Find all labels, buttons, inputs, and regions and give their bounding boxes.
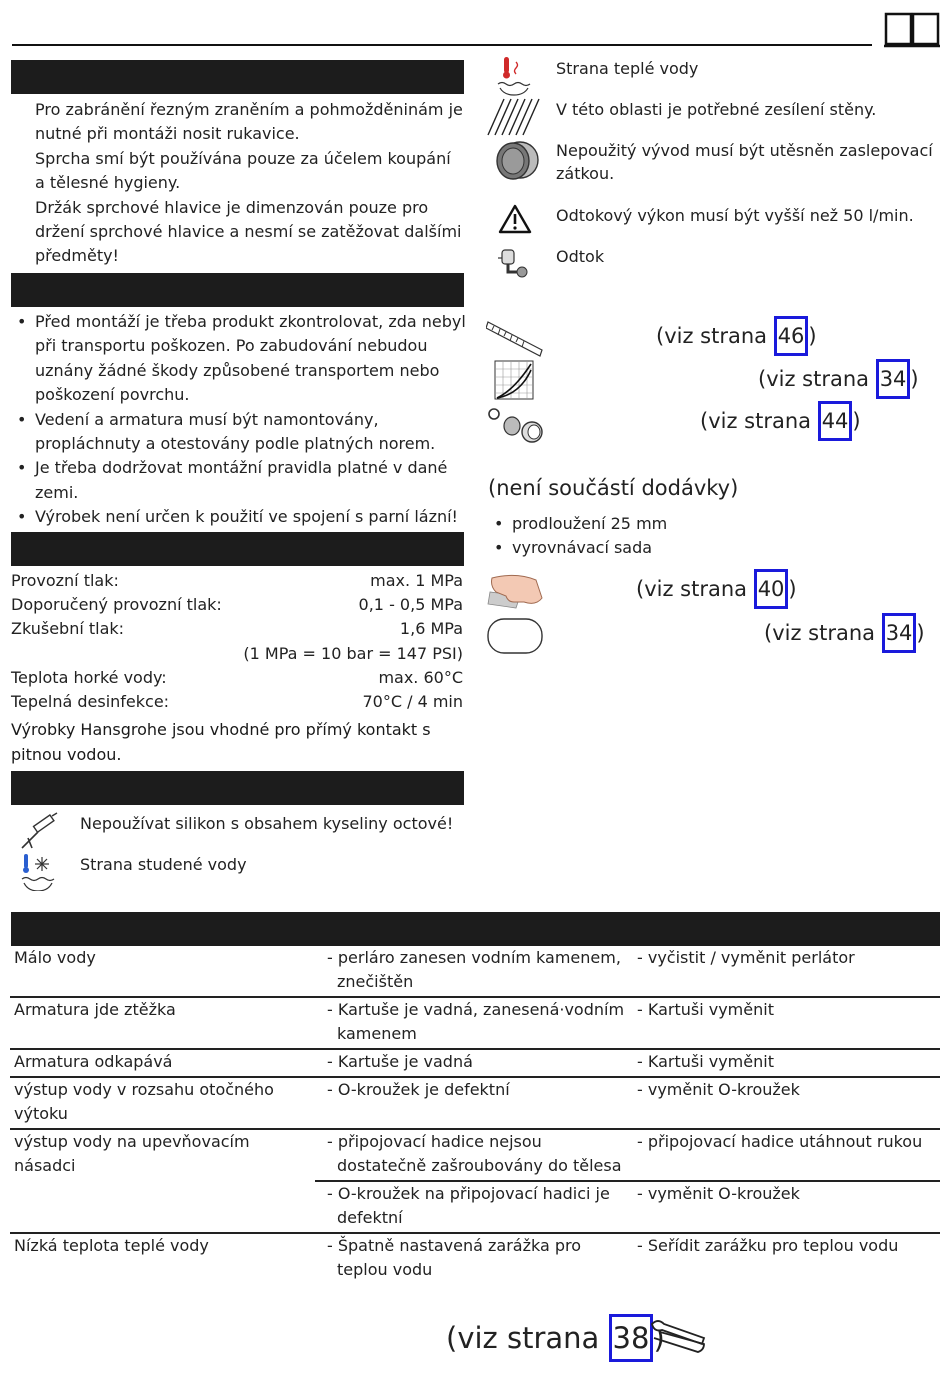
drinking-water-note: Výrobky Hansgrohe jsou vhodné pro přímý kontakt s pitnou vodou. — [11, 720, 431, 764]
list-item: • Vedení a armatura musí být namontovány, propláchnuty a otestovány podle platných norem. — [11, 408, 466, 457]
reference-maintenance: (viz strana 38 ) — [446, 1314, 665, 1362]
page-link[interactable]: 46 — [774, 316, 809, 356]
problem-cell: výstup vody na upevňovacím násadci — [10, 1129, 315, 1181]
spec-label: Zkušební tlak: — [11, 619, 125, 639]
warning-icon — [498, 204, 532, 234]
page-link[interactable]: 34 — [882, 613, 917, 653]
flow-diagram-icon — [494, 360, 534, 400]
reference-test-mark: (viz strana 34 ) — [764, 613, 925, 653]
problem-cell: Armatura jde ztěžka — [10, 997, 315, 1049]
cause-cell: - O-kroužek je defektní — [315, 1077, 625, 1129]
symbol-text: Nepoužitý vývod musí být utěsněn zaslepovací zátkou. — [556, 141, 933, 183]
safety-paragraph: Držák sprchové hlavice je dimenzován pouze pro držení sprchové hlavice a nesmí se zatěžovat dalšími předměty! — [35, 197, 462, 266]
test-mark-icon — [486, 617, 544, 655]
remedy-cell: - Kartuši vyměnit — [625, 1049, 940, 1077]
cause-cell: - O-kroužek na připojovací hadici je defektní — [315, 1181, 625, 1233]
table-row — [10, 1049, 940, 1077]
silicone-gun-icon — [18, 812, 58, 850]
cause-cell: - připojovací hadice nejsou dostatečně zašroubovány do tělesa — [315, 1129, 625, 1181]
table-row — [10, 1181, 940, 1233]
remedy-cell: - Kartuši vyměnit — [625, 997, 940, 1049]
reference-spare-parts: (viz strana 44 ) — [700, 401, 861, 441]
wall-reinforcement-icon — [486, 97, 542, 137]
accessories-list — [488, 512, 928, 561]
reference-cleaning: (viz strana 40 ) — [636, 569, 797, 609]
safety-header-bar — [11, 60, 464, 94]
list-item: • Před montáží je třeba produkt zkontrolovat, zda nebyl při transportu poškozen. Po zabudování nebudou uznány žádné škody způsobené transportem nebo poškození povrchu. — [11, 310, 466, 408]
table-row — [10, 997, 940, 1049]
remedy-cell: - vyměnit O-kroužek — [625, 1181, 940, 1233]
reference-flow-diagram: (viz strana 34 ) — [758, 359, 919, 399]
remedy-cell: - vyčistit / vyměnit perlátor — [637, 948, 855, 967]
symbol-text: Odtok — [556, 247, 605, 266]
spec-label: Doporučený provozní tlak: — [11, 595, 222, 615]
page-link[interactable]: 38 — [609, 1314, 654, 1362]
spec-value: 1,6 MPa — [399, 619, 463, 639]
symbol-text: Nepoužívat silikon s obsahem kyseliny octové! — [80, 814, 454, 833]
cause-cell: - Kartuše je vadná, zanesená·vodním kamenem — [315, 997, 625, 1049]
symbol-text: Strana studené vody — [80, 855, 247, 874]
spec-row — [11, 617, 463, 641]
troubleshooting-table — [10, 946, 940, 1284]
cleaning-hand-icon — [486, 572, 544, 612]
spec-value: 0,1 - 0,5 MPa — [358, 595, 463, 615]
remedy-cell: - vyměnit O-kroužek — [625, 1077, 940, 1129]
hot-water-icon — [496, 56, 532, 96]
spare-parts-icon — [486, 404, 544, 444]
problem-cell: Málo vody — [14, 948, 96, 967]
table-row — [10, 1077, 940, 1129]
header-rule — [12, 44, 872, 46]
spec-row — [11, 690, 463, 714]
pressure-conversion: (1 MPa = 10 bar = 147 PSI) — [243, 643, 463, 663]
spec-row — [11, 642, 463, 666]
spec-value: max. 1 MPa — [370, 571, 463, 590]
symbol-text: Odtokový výkon musí být vyšší než 50 l/min. — [556, 206, 914, 225]
cause-cell: - perláro zanesen vodním kamenem, znečištěn — [327, 948, 621, 991]
reference-dimensions: (viz strana 46 ) — [656, 316, 817, 356]
list-item: • Výrobek není určen k použití ve spojení s parní lázní! — [11, 505, 466, 529]
spec-row — [11, 569, 463, 593]
installation-header-bar — [11, 273, 464, 307]
spec-label: Teplota horké vody: — [11, 667, 167, 687]
symbol-text: Strana teplé vody — [556, 59, 699, 78]
symbols-header-bar — [11, 771, 464, 805]
page-link[interactable]: 40 — [754, 569, 789, 609]
spec-value: max. 60°C — [378, 667, 463, 687]
cold-water-icon — [20, 853, 56, 891]
wrench-icon — [648, 1316, 708, 1356]
safety-paragraph: Pro zabránění řezným zraněním a pohmožděninám je nutné při montáži nosit rukavice. — [35, 100, 463, 144]
technical-header-bar — [11, 532, 464, 566]
open-book-icon — [884, 12, 940, 48]
list-item: • Je třeba dodržovat montážní pravidla platné v dané zemi. — [11, 456, 466, 505]
blind-plug-icon — [494, 140, 540, 182]
ruler-icon — [486, 318, 544, 358]
page-link[interactable]: 44 — [818, 401, 853, 441]
safety-text — [35, 98, 465, 269]
problem-cell — [10, 1181, 315, 1233]
accessories-heading: (není součástí dodávky) — [488, 476, 739, 500]
list-item: • prodloužení 25 mm — [488, 512, 928, 536]
list-item: • vyrovnávací sada — [488, 536, 928, 560]
problem-cell: Nízká teplota teplé vody — [10, 1233, 315, 1284]
troubleshooting-header-bar — [11, 912, 940, 946]
table-row — [10, 946, 940, 997]
technical-data — [11, 569, 463, 767]
symbol-text: V této oblasti je potřebné zesílení stěny. — [556, 100, 877, 119]
spec-value: 70°C / 4 min — [362, 692, 463, 712]
remedy-cell: - Seřídit zarážku pro teplou vodu — [625, 1233, 940, 1284]
problem-cell: výstup vody v rozsahu otočného výtoku — [10, 1077, 315, 1129]
installation-list — [11, 310, 466, 530]
problem-cell: Armatura odkapává — [10, 1049, 315, 1077]
spec-row — [11, 593, 463, 617]
table-row — [10, 1233, 940, 1284]
safety-paragraph: Sprcha smí být používána pouze za účelem koupání a tělesné hygieny. — [35, 148, 451, 193]
remedy-cell: - připojovací hadice utáhnout rukou — [625, 1129, 940, 1181]
page-link[interactable]: 34 — [876, 359, 911, 399]
cause-cell: - Kartuše je vadná — [315, 1049, 625, 1077]
cause-cell: - Špatně nastavená zarážka pro teplou vodu — [315, 1233, 625, 1284]
spec-label: Tepelná desinfekce: — [11, 692, 170, 712]
table-row — [10, 1129, 940, 1181]
drain-icon — [496, 244, 532, 280]
spec-row — [11, 666, 463, 690]
spec-label: Provozní tlak: — [11, 571, 119, 590]
